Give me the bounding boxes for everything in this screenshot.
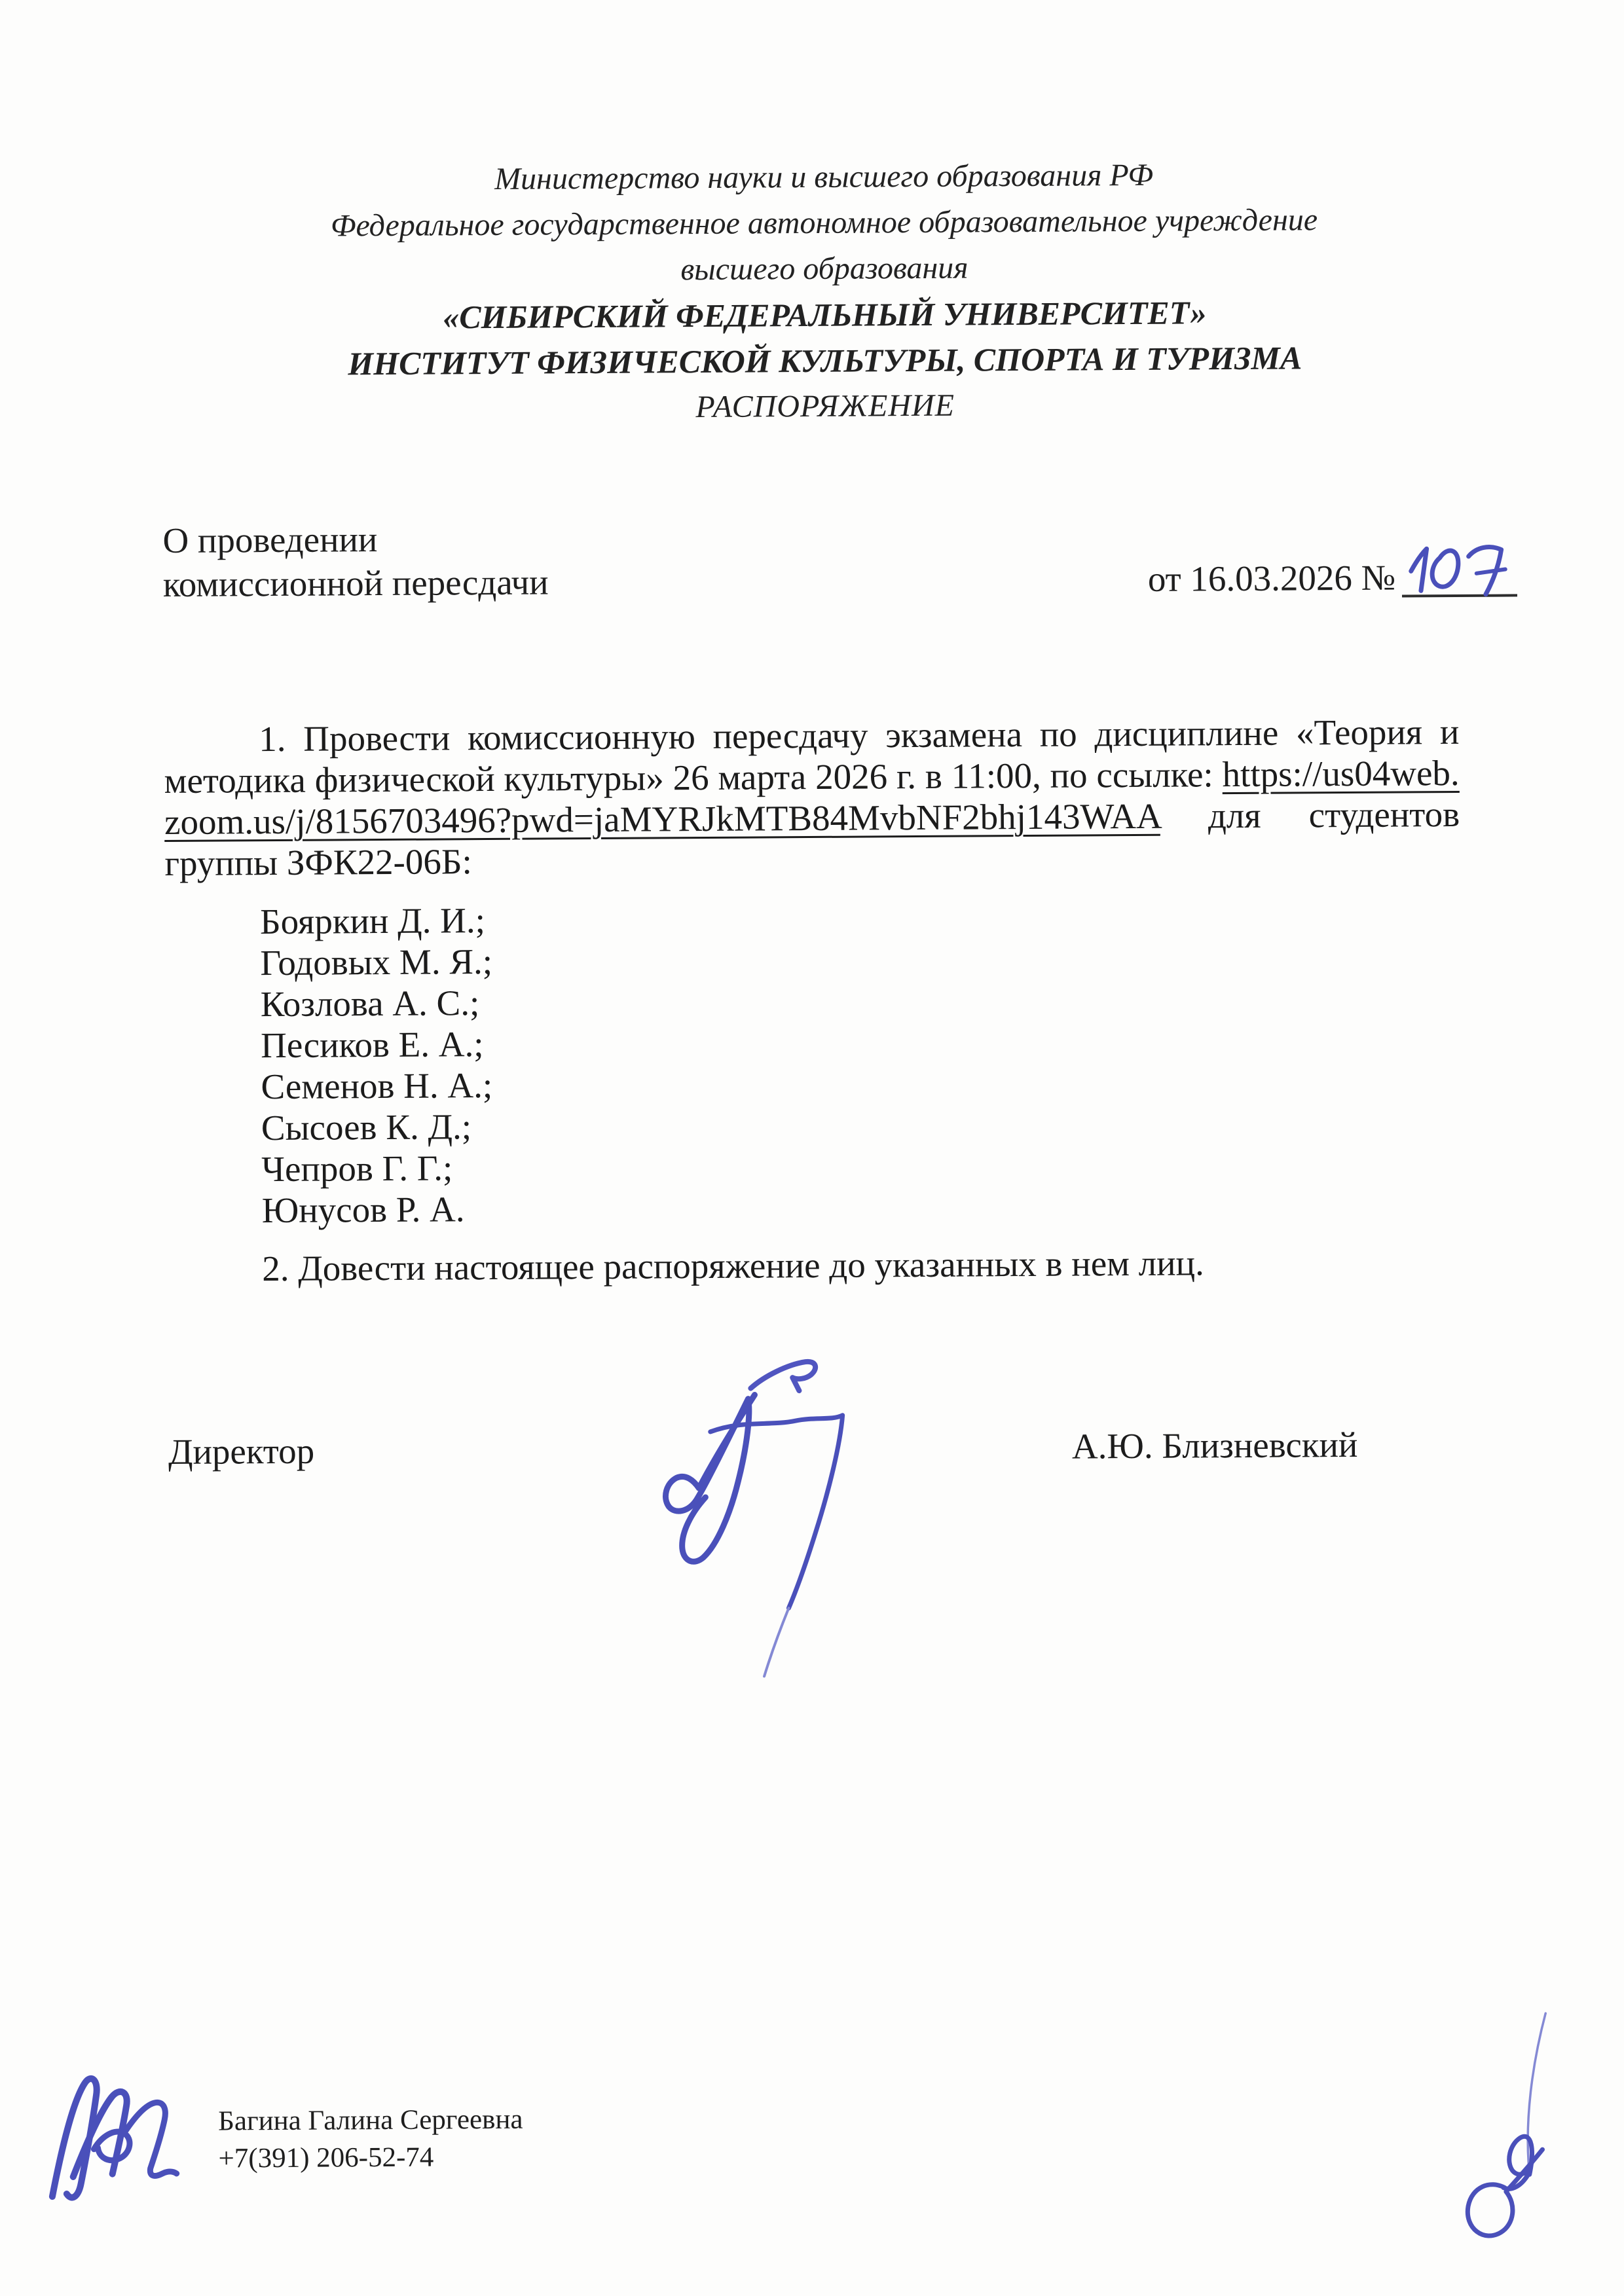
student-row: Чепров Г. Г.; [261, 1148, 453, 1190]
order-item-1 [164, 711, 1460, 884]
order-item-1-text: 1. Провести комиссионную пересдачу экзамена по дисциплине «Теория и методика физической культуры» 26 марта 2026 г. в 11:00, по ссылке: [164, 711, 1460, 801]
student-row: Козлова А. С.; [260, 983, 480, 1025]
student-row: Семенов Н. А.; [261, 1065, 493, 1107]
executor-contact [218, 2101, 523, 2178]
document-subject [162, 516, 549, 606]
order-item-1-tail: для студентов группы ЗФК22-06Б: [164, 793, 1460, 884]
corner-signature [1429, 2003, 1575, 2278]
document-body [164, 711, 1462, 1290]
zoom-meeting-link: https://us04web.zoom.us/j/8156703496?pwd=jaMYRJkMTB84MvbNF2bhj143WAA [164, 752, 1460, 843]
subject-line-1: О проведении [162, 519, 378, 561]
students-list [165, 894, 1462, 1231]
student-row: Сысоев К. Д.; [261, 1106, 472, 1148]
executor-phone: +7(391) 206-52-74 [218, 2141, 434, 2174]
date-and-number-line [1148, 552, 1518, 599]
order-item-2: 2. Довести настоящее распоряжение до указанных в нем лиц. [262, 1243, 1204, 1289]
date-number-prefix: от 16.03.2026 № [1147, 557, 1396, 599]
document-type-title: РАСПОРЯЖЕНИЕ [695, 388, 955, 425]
signatory-title: Директор [168, 1430, 315, 1472]
student-row: Юнусов Р. А. [261, 1189, 465, 1231]
executor-name: Багина Галина Сергеевна [218, 2104, 523, 2137]
student-row: Песиков Е. А.; [260, 1024, 484, 1066]
institute-name: ИНСТИТУТ ФИЗИЧЕСКОЙ КУЛЬТУРЫ, СПОРТА И ТУРИЗМА [348, 339, 1302, 382]
letterhead [159, 151, 1490, 433]
director-signature [612, 1327, 876, 1695]
education-level-line: высшего образования [680, 250, 969, 287]
ministry-line: Министерство науки и высшего образования РФ [494, 157, 1154, 196]
executor-signature [39, 2065, 203, 2217]
handwritten-document-number [1403, 536, 1514, 602]
student-row: Годовых М. Я.; [260, 941, 493, 983]
university-name: «СИБИРСКИЙ ФЕДЕРАЛЬНЫЙ УНИВЕРСИТЕТ» [443, 294, 1207, 336]
student-row: Бояркин Д. И.; [259, 900, 486, 942]
subject-line-2: комиссионной пересдачи [162, 562, 549, 605]
institution-line: Федеральное государственное автономное образовательное учреждение [330, 202, 1318, 244]
signatory-name: А.Ю. Близневский [1071, 1424, 1358, 1467]
document-number-underline [1402, 560, 1517, 597]
